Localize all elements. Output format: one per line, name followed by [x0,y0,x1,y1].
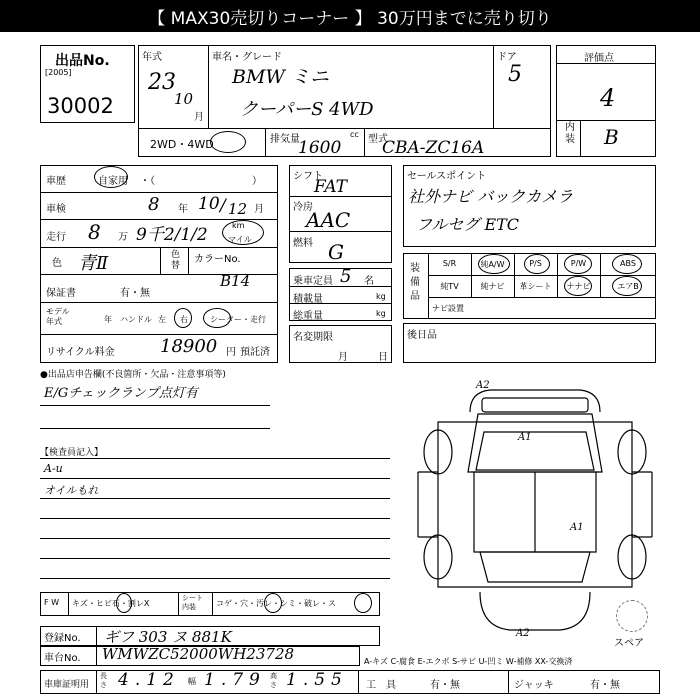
drive-4wd: 4WD [187,138,214,151]
car-roof-outline [470,390,600,412]
handle-left: 左 [158,315,166,324]
car-left-side [418,472,438,537]
engine-value: 1600 [298,138,342,158]
listing-box [40,45,135,123]
history-opt1: 自家用 [98,176,128,187]
color-value: 青Ⅱ [78,253,109,274]
weight-label: 総重量 [293,311,323,322]
drive-4wd-circle [210,131,246,153]
car-mark-a2-rear: A2 [516,628,530,639]
mileage-circle [222,220,264,245]
listing-number: 30002 [47,94,114,118]
damage-circle-hibi [116,593,132,613]
width-label: 幅 [188,677,196,686]
car-right-side [632,472,652,537]
year-value: 23 [148,70,176,95]
load-label: 積載量 [293,294,323,305]
interior-value: B [604,125,619,149]
damage-circle-yogore [264,593,282,613]
notes-label: 後日品 [407,330,437,341]
car-mark-a1-side: A1 [570,522,584,533]
length-label: 長さ [100,672,107,689]
declaration-text: E/Gチェックランプ点灯有 [44,386,198,401]
declaration-label: ●出品店申告欄(不良箇所・欠品・注意事項等) [40,370,226,380]
handle-right-circle [174,308,192,328]
model-label: 車名・グレード [212,52,282,63]
notes-box [403,323,656,363]
listing-year-tag: [2005] [45,68,72,77]
inspection-label: 車検 [46,204,66,215]
car-rear-window [480,552,590,582]
year-label: 年式 [142,52,162,63]
recycle-label: リサイクル料金 [46,347,115,358]
jack-label: ジャッキ [514,680,554,691]
engine-unit: cc [350,130,359,139]
score-value: 4 [600,84,616,112]
mileage-label: 走行 [46,232,66,243]
drive-options: 2WD・4WD [150,138,214,151]
warranty-value: 有・無 [120,288,150,299]
handle-option: シーター・走行 [210,315,266,324]
damage-text1: キズ・ヒビ石・割レX [72,599,150,608]
capacity-label: 乗車定員 [293,276,333,287]
color-code: B14 [220,272,251,290]
inspection-era: 8 [148,194,160,215]
history-label: 車歴 [46,176,66,187]
mileage-man: 8 [88,220,101,244]
recycle-value: 18900 [160,336,218,357]
interior-label: 内装 [565,122,575,145]
name-change-label: 名変期限 [293,332,333,343]
recycle-status: 預託済 [240,347,270,358]
registration-value: ギフ 303 ヌ 881K [104,628,232,646]
ac-value: AAC [306,208,351,232]
height-label: 高さ [270,672,277,689]
equipment-circle-ps [524,254,550,274]
damage-legend: A-キズ C-腐食 E-エクボ S-サビ U-凹ミ W-補修 XX-交換済 [364,657,573,666]
handle-label: ハンドル [120,315,152,324]
damage-fw-label: F W [44,598,60,607]
drive-2wd: 2WD [150,138,177,151]
listing-label: 出品No. [55,53,110,69]
width-value: 1.79 [204,670,266,690]
inspector-label: 【検査員記入】 [40,448,104,458]
equipment-circle-pw [564,254,592,274]
capacity-value: 5 [340,266,352,287]
page-header: 【 MAX30売切りコーナー 】 30万円までに売り切り [0,0,700,32]
door-label: ドア [497,52,517,63]
equipment-label: 装備品 [410,263,420,302]
door-value: 5 [508,62,522,87]
length-value: 4.12 [118,670,180,690]
color-label: 色 [52,258,62,269]
inspector-line1: A-u [44,462,63,475]
selling-points-label: セールスポイント [407,171,487,182]
fuel-label: 燃料 [293,238,313,249]
car-rear-bumper [480,592,590,630]
engine-label: 排気量 [270,134,300,145]
equipment-circle-abs [612,254,642,274]
tools-value: 有・無 [430,680,460,691]
month-unit: 月 [194,112,204,123]
model-grade: クーパーS 4WD [240,99,374,120]
car-windshield [476,432,594,470]
model-name: BMW ミニ [232,66,329,88]
tools-label: 工具 [366,680,406,691]
mileage-digits: 9千2/1/2 [136,225,208,245]
damage-text2: コゲ・穴・汚レ・シミ・破レ・ス [216,599,336,608]
history-rest: ・（ [140,176,155,187]
car-mark-a1-hood: A1 [518,432,532,443]
inspection-year: 10 [198,194,220,214]
color-change-label: 色替 [171,250,181,271]
chassis-value: WMWZC52000WH23728 [102,645,295,663]
damage-seat-label: シート内装 [182,594,203,611]
equipment-circle-airbag [612,276,642,296]
chassis-label: 車台No. [44,653,81,664]
damage-circle-su [354,593,372,613]
ac-label: 冷房 [293,202,313,213]
equipment-navi-label: ナビ設置 [432,304,464,313]
type-value: CBA-ZC16A [382,138,485,158]
certificate-label: 車庫証明用 [44,680,90,690]
spare-tire-icon [616,600,648,632]
jack-value: 有・無 [590,680,620,691]
height-value: 1.55 [286,670,348,690]
month-value: 10 [174,90,194,108]
color-code-label: カラーNo. [194,254,241,265]
handle-right: 右 [180,315,188,324]
equipment-circle-aw [478,254,510,274]
spare-label: スペア [614,638,644,649]
inspector-line2: オイルもれ [44,484,99,497]
warranty-label: 保証書 [46,288,76,299]
shift-label: シフト [293,171,323,182]
type-label: 型式 [368,134,388,145]
car-front-bumper [482,398,588,412]
registration-label: 登録No. [44,633,81,644]
selling-points-line2: フルセグ ETC [416,215,520,234]
score-label: 評価点 [584,53,614,64]
history-circle [94,166,128,188]
handle-opt-circle [203,308,231,328]
car-hood [468,414,602,472]
model-year-label: モデル年式 [46,307,70,326]
shift-value: FAT [314,177,348,197]
equipment-circle-navi [564,276,592,296]
inspection-month: 12 [228,200,248,218]
history-close: ） [252,176,262,187]
selling-points-line1: 社外ナビ バックカメラ [408,187,574,206]
car-mark-a2-front: A2 [476,380,490,391]
fuel-value: G [328,240,344,264]
